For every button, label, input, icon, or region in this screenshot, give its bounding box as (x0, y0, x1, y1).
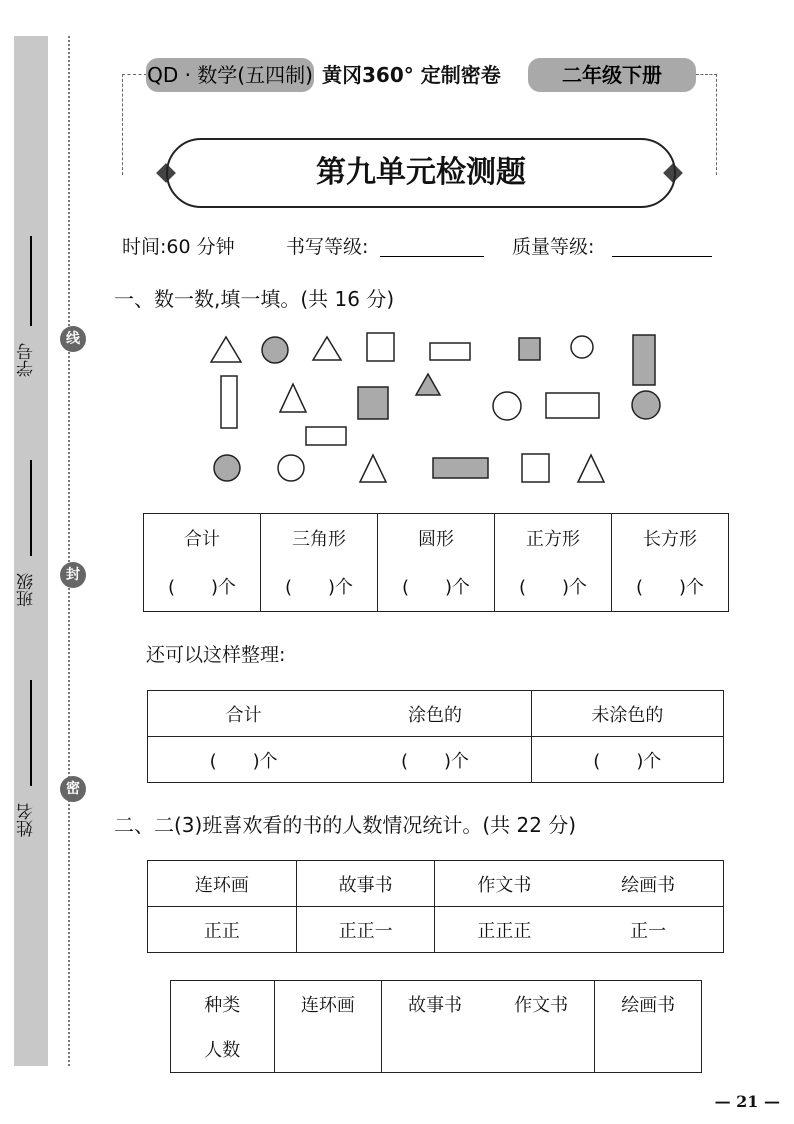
table1-answer-cell[interactable]: ( )个 (261, 562, 378, 612)
triangle-shape (416, 374, 440, 395)
table2-header: 未涂色的 (531, 691, 723, 737)
rectangle-shape (306, 427, 346, 445)
table1-answer-cell[interactable]: ( )个 (144, 562, 261, 612)
section1-heading: 一、数一数,填一填。(共 16 分) (114, 287, 395, 311)
table4-header: 故事书 (382, 981, 488, 1027)
table2-header: 涂色的 (339, 691, 531, 737)
time-label: 时间:60 分钟 (122, 236, 235, 258)
page-title: 第九单元检测题 (166, 138, 676, 208)
table4-answer-cell[interactable] (488, 1027, 595, 1073)
table2-answer-cell[interactable]: ( )个 (148, 737, 340, 783)
color-count-table (147, 690, 724, 783)
table1-header: 正方形 (495, 514, 612, 562)
circle-shape (632, 391, 660, 419)
table3-header: 绘画书 (573, 861, 723, 907)
table2-answer-cell[interactable]: ( )个 (531, 737, 723, 783)
triangle-shape (313, 337, 341, 360)
table4-header: 连环画 (274, 981, 382, 1027)
table3-header: 故事书 (296, 861, 435, 907)
writing-grade-field[interactable] (380, 256, 484, 257)
quality-grade-field[interactable] (612, 256, 712, 257)
table2-answer-cell[interactable]: ( )个 (339, 737, 531, 783)
circle-shape (214, 455, 240, 481)
table3-tally: 正正 (148, 907, 297, 953)
class-label: 班级 (17, 573, 37, 607)
triangle-shape (280, 384, 306, 412)
circle-shape (278, 455, 304, 481)
table1-answer-cell[interactable]: ( )个 (378, 562, 495, 612)
triangle-shape (578, 455, 604, 482)
table1-header: 合计 (144, 514, 261, 562)
square-shape (522, 454, 549, 482)
table4-header: 绘画书 (595, 981, 702, 1027)
table4-header: 作文书 (488, 981, 595, 1027)
table3-header: 连环画 (148, 861, 297, 907)
table2-header: 合计 (148, 691, 340, 737)
triangle-shape (360, 455, 386, 482)
shape-count-table (143, 513, 729, 612)
table4-answer-cell[interactable] (595, 1027, 702, 1073)
seal-line: 线 (60, 326, 86, 352)
seal-secret: 密 (60, 776, 86, 802)
seal-seal: 封 (60, 562, 86, 588)
class-blank (30, 460, 32, 556)
square-shape (519, 338, 540, 360)
table4-answer-cell[interactable] (274, 1027, 382, 1073)
student-no-blank (30, 236, 32, 326)
rectangle-shape (430, 343, 470, 360)
table3-header: 作文书 (435, 861, 573, 907)
triangle-shape (211, 337, 241, 362)
table4-header: 种类 (171, 981, 275, 1027)
table1-header: 圆形 (378, 514, 495, 562)
table4-row-label: 人数 (171, 1027, 275, 1073)
rectangle-shape (221, 376, 237, 428)
cut-line (68, 36, 70, 1066)
circle-shape (262, 337, 288, 363)
grade-pill: 二年级下册 (528, 58, 696, 92)
organize-note: 还可以这样整理: (146, 644, 286, 666)
table1-answer-cell[interactable]: ( )个 (612, 562, 729, 612)
circle-shape (571, 336, 593, 358)
rectangle-shape (633, 335, 655, 385)
name-label: 姓名 (17, 803, 37, 837)
header-dashed-right (696, 74, 717, 175)
writing-grade-label: 书写等级: (286, 236, 369, 258)
brand-title: 黄冈360° 定制密卷 (322, 63, 501, 87)
page-number: — 21 — (714, 1092, 780, 1111)
table1-header: 三角形 (261, 514, 378, 562)
series-pill: QD · 数学(五四制) (146, 58, 314, 92)
table3-tally: 正正一 (296, 907, 435, 953)
table1-answer-cell[interactable]: ( )个 (495, 562, 612, 612)
quality-grade-label: 质量等级: (512, 236, 595, 258)
square-shape (367, 333, 394, 361)
table3-tally: 正正正 (435, 907, 573, 953)
section2-heading: 二、二(3)班喜欢看的书的人数情况统计。(共 22 分) (114, 813, 577, 837)
student-no-label: 学号 (17, 343, 37, 377)
tally-table (147, 860, 724, 953)
header-dashed-left (122, 74, 147, 175)
name-blank (30, 680, 32, 786)
table4-answer-cell[interactable] (382, 1027, 488, 1073)
table1-header: 长方形 (612, 514, 729, 562)
table3-tally: 正一 (573, 907, 723, 953)
square-shape (358, 387, 388, 419)
count-table (170, 980, 702, 1073)
shapes-figure (180, 320, 680, 500)
rectangle-shape (433, 458, 488, 478)
rectangle-shape (546, 393, 599, 418)
circle-shape (493, 392, 521, 420)
